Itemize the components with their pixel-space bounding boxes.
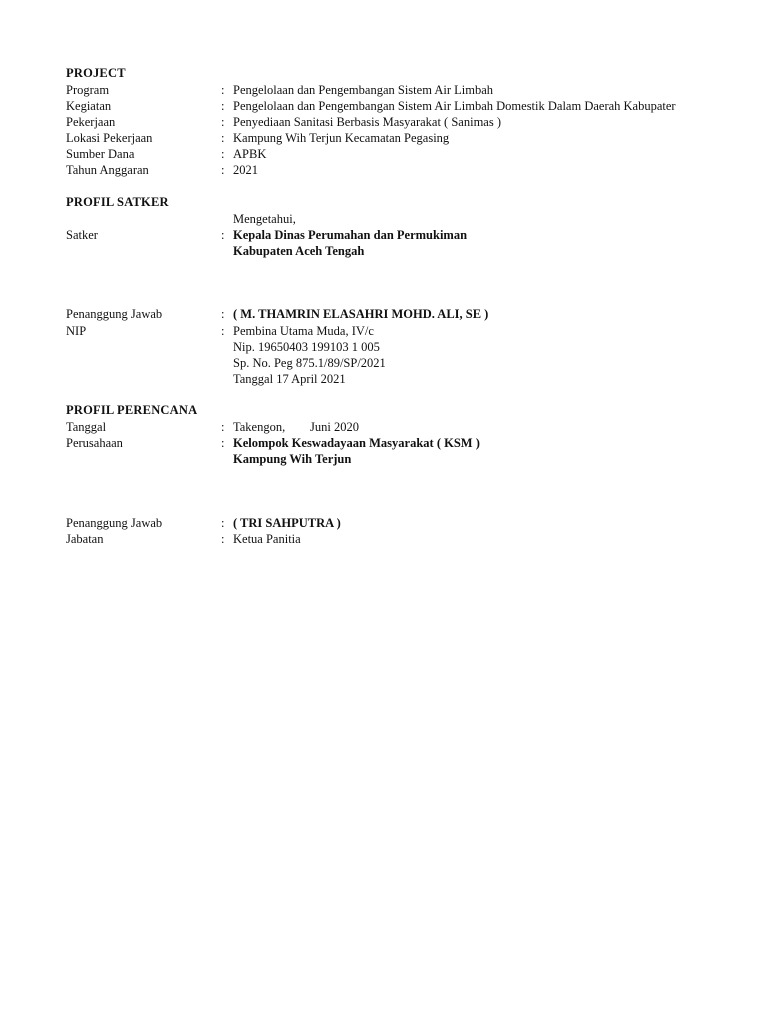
colon: :: [221, 324, 225, 338]
kegiatan-label: Kegiatan: [66, 99, 112, 113]
colon: :: [221, 436, 225, 450]
colon: :: [221, 228, 225, 242]
perusahaan-label: Perusahaan: [66, 436, 123, 450]
perencana-pj-name: ( TRI SAHPUTRA ): [233, 516, 341, 530]
tahun-anggaran-value: 2021: [233, 163, 258, 177]
satker-pj-name: ( M. THAMRIN ELASAHRI MOHD. ALI, SE ): [233, 307, 489, 321]
tanggal-label: Tanggal: [66, 420, 107, 434]
tahun-anggaran-label: Tahun Anggaran: [66, 163, 149, 177]
perencana-heading: PROFIL PERENCANA: [66, 403, 198, 417]
pekerjaan-label: Pekerjaan: [66, 115, 116, 129]
colon: :: [221, 147, 225, 161]
colon: :: [221, 163, 225, 177]
perusahaan-line1: Kelompok Keswadayaan Masyarakat ( KSM ): [233, 436, 480, 450]
jabatan-label: Jabatan: [66, 532, 104, 546]
satker-name-line1: Kepala Dinas Perumahan dan Permukiman: [233, 228, 468, 242]
tanggal-date: Juni 2020: [310, 420, 359, 434]
program-label: Program: [66, 83, 110, 97]
sumber-dana-label: Sumber Dana: [66, 147, 135, 161]
satker-pj-label: Penanggung Jawab: [66, 307, 163, 321]
kegiatan-value: Pengelolaan dan Pengembangan Sistem Air Limbah Domestik Dalam Daerah Kabupater: [233, 99, 676, 113]
perusahaan-line2: Kampung Wih Terjun: [233, 452, 352, 466]
mengetahui-text: Mengetahui,: [233, 212, 296, 226]
satker-heading: PROFIL SATKER: [66, 195, 169, 209]
sumber-dana-value: APBK: [233, 147, 267, 161]
colon: :: [221, 516, 225, 530]
colon: :: [221, 99, 225, 113]
lokasi-label: Lokasi Pekerjaan: [66, 131, 153, 145]
satker-label: Satker: [66, 228, 98, 242]
colon: :: [221, 307, 225, 321]
program-value: Pengelolaan dan Pengembangan Sistem Air Limbah: [233, 83, 494, 97]
colon: :: [221, 83, 225, 97]
nip-number: Nip. 19650403 199103 1 005: [233, 340, 380, 354]
satker-name-line2: Kabupaten Aceh Tengah: [233, 244, 365, 258]
perencana-pj-label: Penanggung Jawab: [66, 516, 163, 530]
jabatan-value: Ketua Panitia: [233, 532, 301, 546]
sp-number: Sp. No. Peg 875.1/89/SP/2021: [233, 356, 386, 370]
colon: :: [221, 532, 225, 546]
colon: :: [221, 131, 225, 145]
nip-label: NIP: [66, 324, 87, 338]
colon: :: [221, 420, 225, 434]
lokasi-value: Kampung Wih Terjun Kecamatan Pegasing: [233, 131, 450, 145]
tanggal-place: Takengon,: [233, 420, 286, 434]
pekerjaan-value: Penyediaan Sanitasi Berbasis Masyarakat ( Sanimas ): [233, 115, 501, 129]
colon: :: [221, 115, 225, 129]
sp-date: Tanggal 17 April 2021: [233, 372, 346, 386]
project-heading: PROJECT: [66, 66, 126, 80]
nip-rank: Pembina Utama Muda, IV/c: [233, 324, 374, 338]
